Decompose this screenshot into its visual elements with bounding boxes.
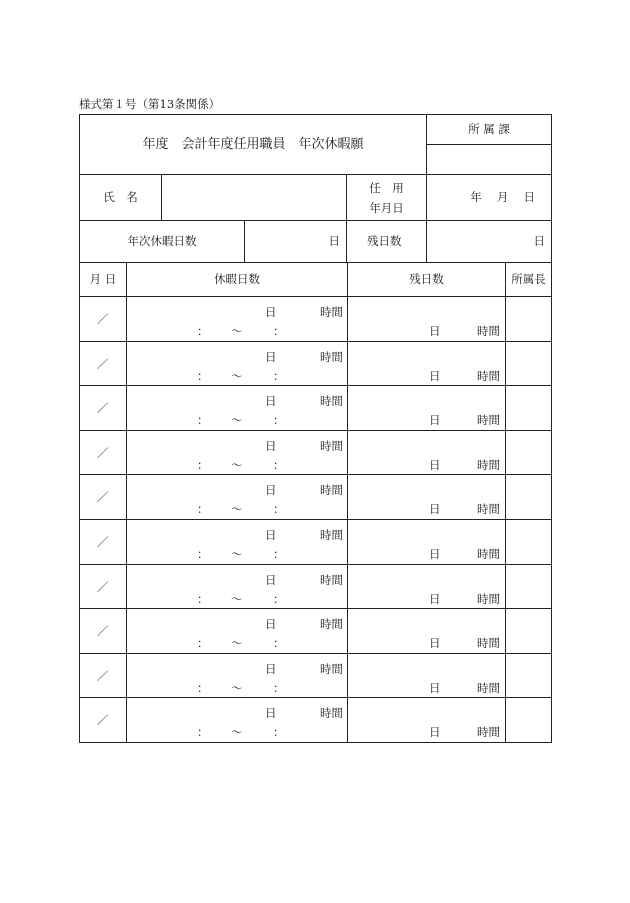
remaining-days-label-cell [347,221,427,263]
column-header-date-label: 月 日 [89,272,117,286]
department-label-cell [427,115,552,145]
remaining-hours-unit: 時間 [477,547,500,561]
leave-hours-unit: 時間 [320,394,343,409]
entry-leave-days-cell[interactable] [127,342,348,387]
start-time-colon: ： [197,591,209,606]
annual-days-unit: 日 [328,234,340,248]
end-time-colon: ： [273,636,285,651]
column-header-supervisor [506,263,552,297]
leave-day-unit: 日 [265,349,277,364]
time-range-tilde: 〜 [231,591,243,606]
appointed-label-bottom: 年月日 [369,201,404,215]
leave-day-unit: 日 [265,438,277,453]
remaining-hours-unit: 時間 [477,368,500,383]
entry-date-cell[interactable] [80,386,127,431]
column-header-remaining-label: 残日数 [409,272,444,286]
remaining-days-label: 残日数 [367,234,402,248]
remaining-hours-unit: 時間 [477,457,500,472]
name-field[interactable] [162,175,347,221]
entry-remaining-cell[interactable] [348,698,506,743]
appointed-label-top: 任 用 [369,181,404,195]
leave-day-unit: 日 [265,572,277,587]
time-range-tilde: 〜 [231,457,243,472]
entry-remaining-cell[interactable] [348,431,506,476]
start-time-colon: ： [197,457,209,472]
start-time-colon: ： [197,413,209,428]
start-time-colon: ： [197,636,209,651]
time-range-tilde: 〜 [231,324,243,338]
date-slash: ／ [97,356,109,371]
entry-remaining-cell[interactable] [348,609,506,654]
leave-request-form-table [79,114,552,743]
entry-leave-days-cell[interactable] [127,386,348,431]
start-time-colon: ： [197,547,209,561]
remaining-day-unit: 日 [429,457,441,472]
entry-date-cell[interactable] [80,609,127,654]
annual-days-label: 年次休暇日数 [127,234,197,248]
remaining-hours-unit: 時間 [477,680,500,695]
start-time-colon: ： [197,725,209,740]
entry-leave-days-cell[interactable] [127,297,348,342]
column-header-date [80,263,127,297]
start-time-colon: ： [197,368,209,383]
entry-date-cell[interactable] [80,475,127,520]
remaining-day-unit: 日 [429,680,441,695]
end-time-colon: ： [273,591,285,606]
leave-hours-unit: 時間 [320,305,343,319]
entry-supervisor-seal-cell[interactable] [506,654,552,699]
name-label: 氏 名 [103,190,138,204]
leave-hours-unit: 時間 [320,528,343,542]
appointed-date-text: 年 月 日 [470,190,535,204]
entry-leave-days-cell[interactable] [127,654,348,699]
end-time-colon: ： [273,368,285,383]
remaining-day-unit: 日 [429,725,441,740]
entry-supervisor-seal-cell[interactable] [506,609,552,654]
annual-days-field[interactable] [245,221,347,263]
column-header-supervisor-label: 所属長 [511,272,546,286]
entry-supervisor-seal-cell[interactable] [506,431,552,476]
date-slash: ／ [97,445,109,460]
entry-supervisor-seal-cell[interactable] [506,520,552,565]
name-label-cell [80,175,162,221]
leave-day-unit: 日 [265,706,277,721]
end-time-colon: ： [273,324,285,338]
entry-date-cell[interactable] [80,342,127,387]
leave-hours-unit: 時間 [320,706,343,721]
remaining-hours-unit: 時間 [477,502,500,517]
date-slash: ／ [97,401,109,416]
entry-remaining-cell[interactable] [348,654,506,699]
entry-remaining-cell[interactable] [348,386,506,431]
remaining-hours-unit: 時間 [477,636,500,651]
leave-hours-unit: 時間 [320,572,343,587]
start-time-colon: ： [197,502,209,517]
end-time-colon: ： [273,457,285,472]
date-slash: ／ [97,579,109,594]
remaining-days-unit: 日 [533,234,545,248]
leave-day-unit: 日 [265,528,277,542]
end-time-colon: ： [273,680,285,695]
entry-leave-days-cell[interactable] [127,475,348,520]
entry-supervisor-seal-cell[interactable] [506,342,552,387]
column-header-remaining [348,263,506,297]
time-range-tilde: 〜 [231,680,243,695]
end-time-colon: ： [273,547,285,561]
entry-supervisor-seal-cell[interactable] [506,698,552,743]
time-range-tilde: 〜 [231,502,243,517]
entry-leave-days-cell[interactable] [127,520,348,565]
time-range-tilde: 〜 [231,725,243,740]
date-slash: ／ [97,535,109,549]
leave-day-unit: 日 [265,305,277,319]
leave-day-unit: 日 [265,394,277,409]
remaining-day-unit: 日 [429,324,441,338]
entry-date-cell[interactable] [80,654,127,699]
entry-leave-days-cell[interactable] [127,698,348,743]
date-slash: ／ [97,312,109,326]
appointed-date-label-cell [347,175,427,221]
leave-day-unit: 日 [265,483,277,498]
leave-hours-unit: 時間 [320,438,343,453]
column-header-leave-days-label: 休暇日数 [214,272,260,286]
entry-leave-days-cell[interactable] [127,609,348,654]
remaining-day-unit: 日 [429,413,441,428]
entry-leave-days-cell[interactable] [127,431,348,476]
date-slash: ／ [97,668,109,683]
time-range-tilde: 〜 [231,547,243,561]
end-time-colon: ： [273,413,285,428]
entry-date-cell[interactable] [80,520,127,565]
end-time-colon: ： [273,725,285,740]
entry-remaining-cell[interactable] [348,342,506,387]
remaining-hours-unit: 時間 [477,413,500,428]
remaining-hours-unit: 時間 [477,324,500,338]
leave-hours-unit: 時間 [320,661,343,676]
leave-day-unit: 日 [265,617,277,632]
leave-hours-unit: 時間 [320,349,343,364]
annual-days-label-cell [80,221,245,263]
time-range-tilde: 〜 [231,368,243,383]
title-cell [80,115,427,175]
entry-leave-days-cell[interactable] [127,565,348,610]
date-slash: ／ [97,624,109,639]
entry-date-cell[interactable] [80,565,127,610]
date-slash: ／ [97,490,109,505]
end-time-colon: ： [273,502,285,517]
appointed-date-field[interactable] [427,175,552,221]
entry-date-cell[interactable] [80,698,127,743]
department-label: 所 属 課 [468,122,510,136]
form-title: 年度 会計年度任用職員 年次休暇願 [142,137,364,152]
remaining-day-unit: 日 [429,502,441,517]
entry-remaining-cell[interactable] [348,520,506,565]
entry-date-cell[interactable] [80,431,127,476]
entry-supervisor-seal-cell[interactable] [506,297,552,342]
leave-day-unit: 日 [265,661,277,676]
leave-hours-unit: 時間 [320,483,343,498]
entry-supervisor-seal-cell[interactable] [506,386,552,431]
remaining-hours-unit: 時間 [477,725,500,740]
time-range-tilde: 〜 [231,636,243,651]
time-range-tilde: 〜 [231,413,243,428]
entry-supervisor-seal-cell[interactable] [506,475,552,520]
remaining-hours-unit: 時間 [477,591,500,606]
date-slash: ／ [97,713,109,728]
entry-date-cell[interactable] [80,297,127,342]
start-time-colon: ： [197,324,209,338]
entry-remaining-cell[interactable] [348,297,506,342]
entry-remaining-cell[interactable] [348,475,506,520]
remaining-day-unit: 日 [429,636,441,651]
remaining-day-unit: 日 [429,591,441,606]
leave-hours-unit: 時間 [320,617,343,632]
entry-remaining-cell[interactable] [348,565,506,610]
remaining-days-field[interactable] [427,221,552,263]
remaining-day-unit: 日 [429,368,441,383]
column-header-leave-days [127,263,348,297]
start-time-colon: ： [197,680,209,695]
department-field[interactable] [427,145,552,175]
form-number-label: 様式第１号（第13条関係） [79,97,221,111]
entry-supervisor-seal-cell[interactable] [506,565,552,610]
remaining-day-unit: 日 [429,547,441,561]
